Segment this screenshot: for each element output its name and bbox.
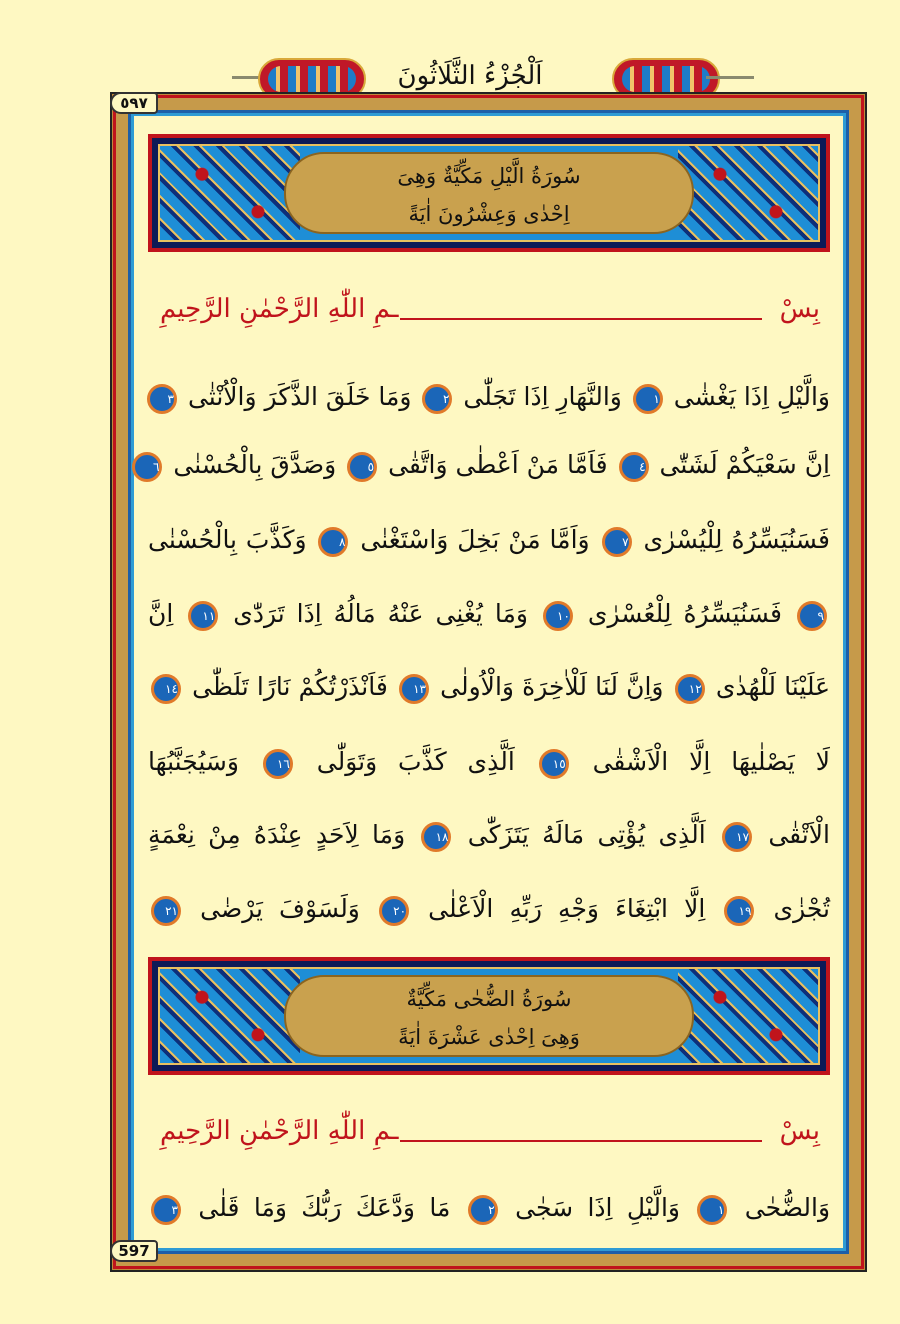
ayah-marker: ٢ — [422, 384, 452, 414]
verse-line — [148, 587, 830, 641]
juz-title: اَلْجُزْءُ الثَّلَاثُونَ — [397, 61, 543, 91]
ayah-text: عَلَيْنَا لَلْهُدٰى — [715, 672, 831, 701]
ayah-text: وَمَا يُغْنِى عَنْهُ مَالُهُ اِذَا تَرَدّٰى — [233, 599, 528, 628]
ayah-text: فَاَنْذَرْتُكُمْ نَارًا تَلَظّٰى — [192, 672, 388, 701]
basmala-elongation — [400, 1140, 762, 1142]
basmala-bism: بِسْ — [779, 1116, 820, 1146]
verse-line — [148, 882, 830, 936]
page-number-top: ٥٩٧ — [110, 92, 158, 114]
ayah-text: وَاِنَّ لَنَا لَلْاٰخِرَةَ وَالْاُولٰى — [440, 672, 664, 701]
ayah-marker: ٦ — [132, 452, 162, 482]
illumination-left — [160, 146, 300, 240]
ayah-marker: ١٨ — [421, 822, 451, 852]
ayah-marker: ١٤ — [151, 674, 181, 704]
ayah-marker: ١ — [633, 384, 663, 414]
ayah-text: اِنَّ سَعْيَكُمْ لَشَتّٰى — [659, 450, 830, 479]
ayah-marker: ٨ — [318, 527, 348, 557]
verse-line — [148, 660, 830, 714]
ayah-marker: ٣ — [147, 384, 177, 414]
ayah-text: وَسَيُجَنَّبُهَا — [148, 747, 239, 776]
ayah-text: وَالنَّهَارِ اِذَا تَجَلّٰى — [463, 382, 622, 411]
ayah-text: وَمَا لِاَحَدٍ عِنْدَهُ مِنْ نِعْمَةٍ — [148, 820, 406, 849]
basmala-elongation — [400, 318, 762, 320]
ayah-marker: ١٣ — [399, 674, 429, 704]
ayah-marker: ١٢ — [675, 674, 705, 704]
header-rule-right — [706, 76, 754, 79]
ayah-marker: ٥ — [347, 452, 377, 482]
ayah-text: وَصَدَّقَ بِالْحُسْنٰى — [173, 450, 337, 479]
ayah-text: وَالضُّحٰى — [744, 1193, 831, 1222]
basmala-bism: بِسْ — [779, 294, 820, 324]
verse-line — [148, 513, 830, 567]
surah-cartouche — [284, 975, 694, 1057]
verse-line — [148, 808, 830, 862]
illumination-right — [678, 146, 818, 240]
ayah-text: وَالَّيْلِ اِذَا يَغْشٰى — [673, 382, 830, 411]
illumination-right — [678, 969, 818, 1063]
ayah-text: لَا يَصْلٰيهَا اِلَّا الْاَشْقٰى — [592, 747, 830, 776]
ayah-marker: ٢ — [468, 1195, 498, 1225]
ayah-marker: ١ — [697, 1195, 727, 1225]
basmala-text: ـمِ اللّٰهِ الرَّحْمٰنِ الرَّحِيمِ — [160, 1116, 399, 1146]
surah-title-line1: سُورَةُ الضُّحٰى مَكِّيَّةٌ — [406, 987, 572, 1011]
surah-header-al-layl — [148, 134, 830, 252]
ayah-text: اَلَّذِى كَذَّبَ وَتَوَلّٰى — [316, 747, 515, 776]
verse-line — [148, 1181, 830, 1235]
ayah-marker: ٣ — [151, 1195, 181, 1225]
ayah-text: اِلَّا ابْتِغَاءَ وَجْهِ رَبِّهِ الْاَعْلٰى — [428, 894, 706, 923]
verse-line — [148, 438, 830, 492]
ayah-text: الْاَتْقٰى — [768, 820, 830, 849]
ayah-marker: ١٩ — [724, 896, 754, 926]
surah-title-line1: سُورَةُ الَّيْلِ مَكِّيَّةٌ وَهِىَ — [397, 164, 581, 188]
ayah-marker: ٧ — [602, 527, 632, 557]
ayah-marker: ٢١ — [151, 896, 181, 926]
verse-line — [148, 735, 830, 789]
ayah-text: فَاَمَّا مَنْ اَعْطٰى وَاتَّقٰى — [388, 450, 608, 479]
ayah-text: اِنَّ — [148, 599, 174, 628]
ayah-marker: ٩ — [797, 601, 827, 631]
ayah-text: وَكَذَّبَ بِالْحُسْنٰى — [148, 525, 307, 554]
ayah-text: فَسَنُيَسِّرُهُ لِلْعُسْرٰى — [587, 599, 782, 628]
ayah-text: مَا وَدَّعَكَ رَبُّكَ وَمَا قَلٰى — [198, 1193, 451, 1222]
ayah-text: وَمَا خَلَقَ الذَّكَرَ وَالْاُنْثٰى — [187, 382, 412, 411]
ayah-marker: ٢٠ — [379, 896, 409, 926]
ayah-marker: ١٥ — [539, 749, 569, 779]
ayah-text: فَسَنُيَسِّرُهُ لِلْيُسْرٰى — [643, 525, 830, 554]
verse-line — [148, 370, 830, 424]
ayah-marker: ١٦ — [263, 749, 293, 779]
surah-header-ad-duha — [148, 957, 830, 1075]
ayah-marker: ١٠ — [543, 601, 573, 631]
basmala — [160, 1112, 820, 1162]
basmala-text: ـمِ اللّٰهِ الرَّحْمٰنِ الرَّحِيمِ — [160, 294, 399, 324]
surah-cartouche — [284, 152, 694, 234]
page-number-bottom: 597 — [110, 1240, 158, 1262]
ayah-marker: ٤ — [619, 452, 649, 482]
basmala — [160, 290, 820, 340]
ayah-text: اَلَّذِى يُؤْتِى مَالَهُ يَتَزَكّٰى — [467, 820, 706, 849]
ayah-marker: ١١ — [188, 601, 218, 631]
surah-title-line2: اِحْدٰى وَعِشْرُونَ اٰيَةً — [408, 202, 570, 226]
ayah-text: وَاَمَّا مَنْ بَخِلَ وَاسْتَغْنٰى — [360, 525, 590, 554]
illumination-left — [160, 969, 300, 1063]
surah-title-line2: وَهِىَ اِحْدٰى عَشْرَةَ اٰيَةً — [398, 1025, 580, 1049]
ayah-text: تُجْزٰى — [773, 894, 831, 923]
ayah-text: وَلَسَوْفَ يَرْضٰى — [200, 894, 360, 923]
ayah-marker: ١٧ — [722, 822, 752, 852]
ayah-text: وَالَّيْلِ اِذَا سَجٰى — [515, 1193, 680, 1222]
